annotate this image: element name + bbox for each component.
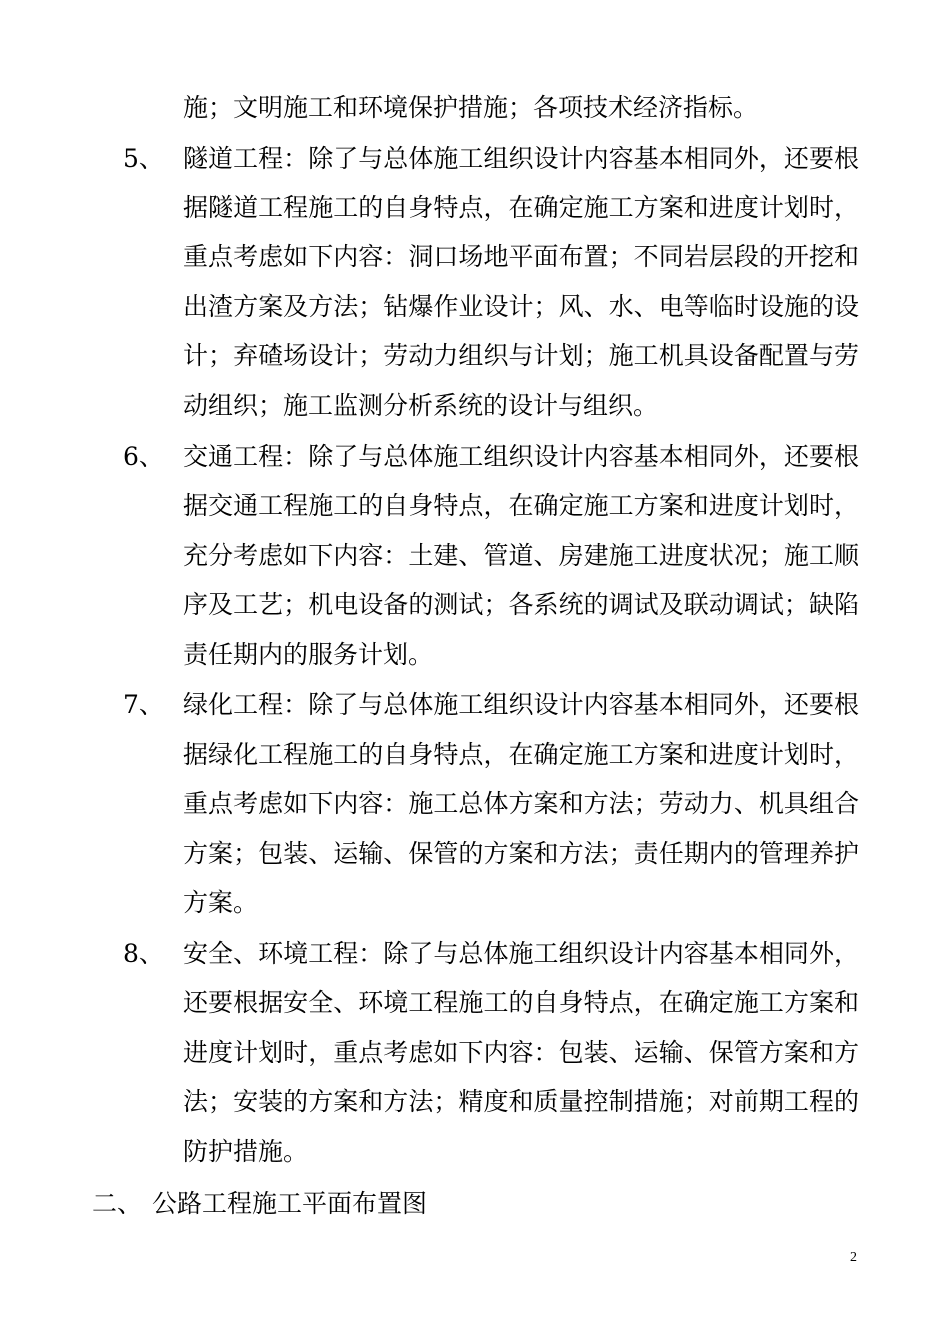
paragraph-line: 重点考虑如下内容：洞口场地平面布置；不同岩层段的开挖和 — [183, 242, 859, 271]
paragraph-line: 施；文明施工和环境保护措施；各项技术经济指标。 — [183, 93, 759, 122]
paragraph-line: 计；弃碴场设计；劳动力组织与计划；施工机具设备配置与劳 — [183, 341, 859, 370]
paragraph-line: 进度计划时，重点考虑如下内容：包装、运输、保管方案和方 — [183, 1038, 859, 1067]
paragraph-line: 充分考虑如下内容：土建、管道、房建施工进度状况；施工顺 — [183, 541, 859, 570]
paragraph-line: 据隧道工程施工的自身特点，在确定施工方案和进度计划时， — [183, 193, 859, 222]
paragraph-line: 动组织；施工监测分析系统的设计与组织。 — [183, 391, 659, 420]
list-item-number: 6、 — [123, 442, 164, 471]
paragraph-line: 重点考虑如下内容：施工总体方案和方法；劳动力、机具组合 — [183, 789, 859, 818]
page-number: 2 — [850, 1250, 857, 1265]
section-title: 公路工程施工平面布置图 — [152, 1189, 428, 1218]
section-number: 二、 — [92, 1189, 143, 1218]
paragraph-line: 安全、环境工程：除了与总体施工组织设计内容基本相同外， — [183, 939, 859, 968]
paragraph-line: 还要根据安全、环境工程施工的自身特点，在确定施工方案和 — [183, 988, 859, 1017]
list-item-number: 8、 — [123, 939, 164, 968]
paragraph-line: 方案。 — [183, 888, 259, 917]
paragraph-line: 据交通工程施工的自身特点，在确定施工方案和进度计划时， — [183, 491, 859, 520]
paragraph-line: 交通工程：除了与总体施工组织设计内容基本相同外，还要根 — [183, 442, 859, 471]
paragraph-line: 据绿化工程施工的自身特点，在确定施工方案和进度计划时， — [183, 740, 859, 769]
paragraph-line: 出渣方案及方法；钻爆作业设计；风、水、电等临时设施的设 — [183, 292, 859, 321]
paragraph-line: 责任期内的服务计划。 — [183, 640, 434, 669]
paragraph-line: 法；安装的方案和方法；精度和质量控制措施；对前期工程的 — [183, 1087, 859, 1116]
paragraph-line: 隧道工程：除了与总体施工组织设计内容基本相同外，还要根 — [183, 144, 859, 173]
paragraph-line: 绿化工程：除了与总体施工组织设计内容基本相同外，还要根 — [183, 690, 859, 719]
paragraph-line: 防护措施。 — [183, 1137, 309, 1166]
list-item-number: 5、 — [123, 144, 164, 173]
paragraph-line: 方案；包装、运输、保管的方案和方法；责任期内的管理养护 — [183, 839, 859, 868]
paragraph-line: 序及工艺；机电设备的测试；各系统的调试及联动调试；缺陷 — [183, 590, 859, 619]
list-item-number: 7、 — [123, 690, 164, 719]
